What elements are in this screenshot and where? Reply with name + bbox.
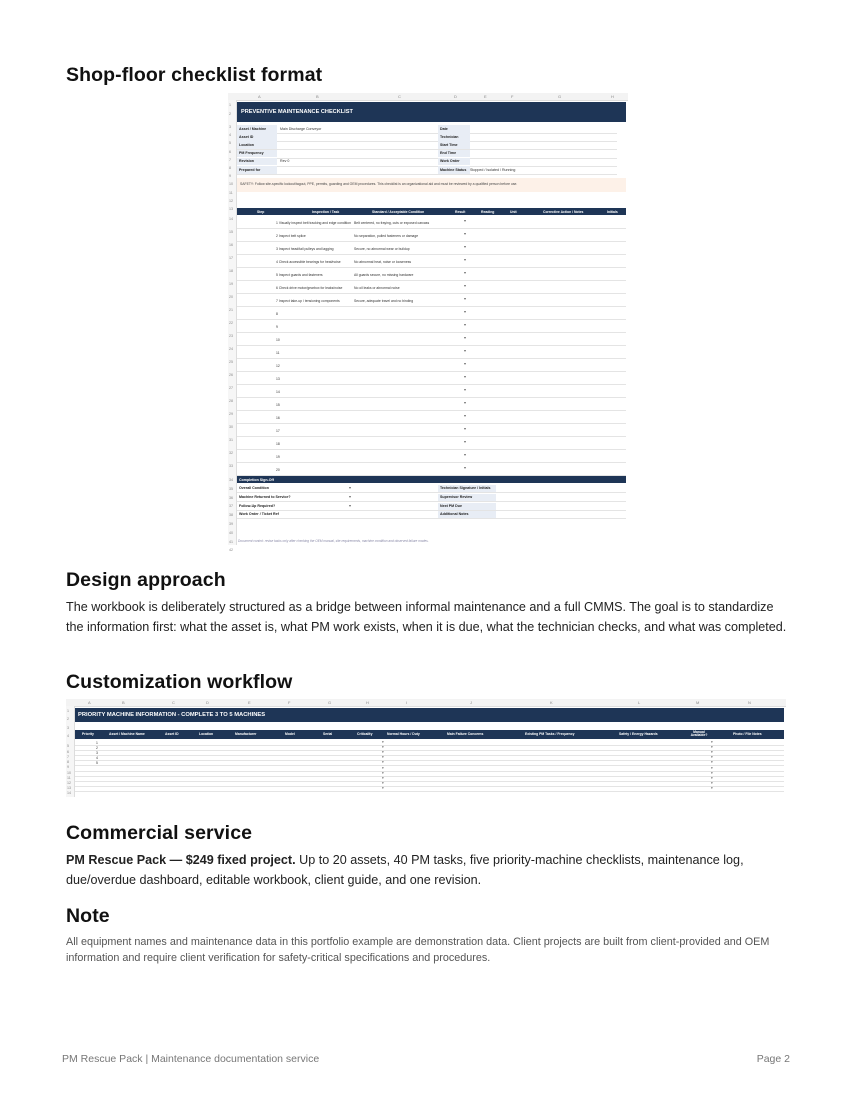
- field-label: Machine Status: [440, 167, 467, 172]
- result-dropdown-icon: ▾: [464, 322, 467, 327]
- row-number: 21: [229, 308, 233, 312]
- signoff-divider: [237, 518, 626, 519]
- priority-row-divider: [75, 765, 784, 766]
- column-letter: F: [288, 700, 291, 705]
- priority-row-divider: [75, 791, 784, 792]
- row-divider: [237, 358, 626, 359]
- priority-header-label: Manufacturer: [235, 732, 257, 736]
- document-control-note: Document control: revise tasks only after checking the OEM manual, site requirements, machine condition and observed failure modes.: [238, 539, 429, 543]
- signoff-divider: [237, 501, 626, 502]
- task-standard: Secure, adequate travel and no binding: [354, 299, 414, 303]
- result-dropdown-icon: ▾: [464, 257, 467, 262]
- column-letter: E: [248, 700, 251, 705]
- row-number: 5: [67, 744, 69, 748]
- result-dropdown-icon: ▾: [464, 309, 467, 314]
- row-number: 41: [229, 539, 233, 544]
- task-label: 17: [276, 429, 280, 433]
- column-letter: G: [558, 94, 562, 99]
- priority-header-label: Photo / File Notes: [733, 732, 762, 736]
- task-label: 11: [276, 351, 280, 355]
- design-heading: Design approach: [66, 569, 226, 591]
- row-number: 27: [229, 386, 233, 390]
- row-number: 39: [229, 522, 233, 526]
- design-paragraph: The workbook is deliberately structured as a bridge between informal maintenance and a full CMMS. The goal is to standardize the information first: what the asset is, what PM work exists, when it is due, what the technician checks, and what was completed.: [66, 600, 787, 634]
- row-number: 33: [229, 464, 233, 468]
- row-number: 1: [229, 103, 231, 107]
- row-number: 5: [229, 141, 231, 146]
- commercial-paragraph: [66, 851, 788, 890]
- row-number: 40: [229, 530, 233, 535]
- field-label: Revision: [239, 159, 254, 164]
- row-number: 18: [229, 269, 233, 273]
- task-label: 3 Inspect head/tail pulleys and lagging: [276, 247, 334, 251]
- result-dropdown-icon: ▾: [464, 439, 467, 444]
- field-divider: [237, 166, 617, 167]
- task-label: 15: [276, 403, 280, 407]
- task-standard: No abnormal heat, noise or looseness: [354, 260, 412, 264]
- column-letter: F: [511, 94, 514, 99]
- result-dropdown-icon: ▾: [464, 426, 467, 431]
- row-number: 28: [229, 399, 233, 403]
- criticality-dropdown-icon: ▾: [382, 750, 384, 755]
- row-number: 10: [67, 771, 71, 775]
- priority-header-label: Existing PM Tasks / Frequency: [525, 732, 575, 736]
- row-divider: [237, 267, 626, 268]
- row-number: 2: [67, 717, 69, 721]
- field-divider: [237, 141, 617, 142]
- table-header-label: Reading: [481, 209, 495, 214]
- criticality-dropdown-icon: ▾: [382, 785, 384, 790]
- row-number: 9: [229, 174, 231, 179]
- column-letter: G: [328, 700, 332, 705]
- field-label: Start Time: [440, 142, 458, 147]
- priority-number: 4: [96, 755, 98, 760]
- column-letter: I: [406, 700, 408, 705]
- row-divider: [237, 306, 626, 307]
- row-number: 13: [229, 207, 233, 211]
- row-number: 35: [229, 486, 233, 491]
- row-number: 8: [67, 760, 69, 764]
- criticality-dropdown-icon: ▾: [382, 740, 384, 744]
- column-letter: N: [748, 700, 751, 705]
- row-number: 11: [229, 190, 233, 195]
- column-letter: D: [206, 700, 209, 705]
- task-label: 14: [276, 390, 280, 394]
- column-letter: C: [172, 700, 175, 705]
- priority-title-band: [75, 708, 784, 722]
- safety-notice: [237, 178, 626, 192]
- row-header-column: [228, 100, 237, 553]
- table-header-label: Initials: [607, 209, 618, 214]
- offer-details: Up to 20 assets, 40 PM tasks, five priority-machine checklists, maintenance log, due/overdue dashboard, editable workbook, client guide, and one revision.: [66, 853, 744, 887]
- row-divider: [237, 345, 626, 346]
- footer-left: PM Rescue Pack | Maintenance documentation service: [62, 1053, 320, 1065]
- priority-header-label: Manual Available?: [690, 729, 708, 738]
- field-label: Asset / Machine: [239, 126, 267, 131]
- column-letter: B: [316, 94, 319, 99]
- task-label: 1 Visually inspect belt tracking and edge condition: [276, 221, 351, 225]
- task-label: 13: [276, 377, 280, 381]
- priority-header-label: Asset ID: [165, 732, 179, 736]
- result-dropdown-icon: ▾: [464, 348, 467, 353]
- checklist-title: PREVENTIVE MAINTENANCE CHECKLIST: [241, 109, 353, 115]
- task-standard: All guards secure, no missing hardware: [354, 273, 414, 277]
- row-number: 3: [229, 125, 231, 129]
- signoff-label: Follow-Up Required?: [239, 503, 276, 508]
- task-label: 8: [276, 312, 278, 316]
- task-label: 9: [276, 325, 278, 329]
- row-divider: [237, 254, 626, 255]
- row-number: 4: [67, 734, 69, 738]
- column-letter: L: [638, 700, 641, 705]
- row-number: 11: [67, 776, 71, 780]
- criticality-dropdown-icon: ▾: [382, 770, 384, 775]
- manual-dropdown-icon: ▾: [711, 765, 713, 770]
- signoff-label: Work Order / Ticket Ref: [239, 512, 279, 517]
- row-number: 13: [67, 786, 71, 790]
- task-label: 7 Inspect take-up / tensioning components: [276, 299, 340, 303]
- commercial-heading: Commercial service: [66, 822, 253, 844]
- row-number: 14: [229, 217, 233, 221]
- priority-row-divider: [75, 771, 784, 772]
- row-number: 10: [229, 182, 233, 187]
- table-header-label: Unit: [510, 209, 517, 214]
- row-number: 3: [67, 726, 69, 730]
- priority-header-label: Criticality: [357, 732, 373, 736]
- priority-header-label: Location: [199, 732, 214, 736]
- row-number: 30: [229, 425, 233, 429]
- manual-dropdown-icon: ▾: [711, 770, 713, 775]
- row-divider: [237, 462, 626, 463]
- priority-header-label: Asset / Machine Name: [109, 732, 145, 736]
- signoff-dropdown-icon: ▾: [349, 485, 352, 490]
- priority-row-header-column: [66, 706, 75, 797]
- task-table-header: [237, 208, 626, 215]
- note-paragraph: All equipment names and maintenance data in this portfolio example are demonstration data. Client projects are built from client-provided and OEM information and require client verification for safety-critical specifications and procedures.: [66, 936, 770, 964]
- task-label: 20: [276, 468, 280, 472]
- row-number: 2: [229, 112, 231, 116]
- criticality-dropdown-icon: ▾: [382, 765, 384, 770]
- manual-dropdown-icon: ▾: [711, 780, 713, 785]
- table-header-label: Inspection / Task: [312, 209, 340, 214]
- priority-row-divider: [75, 760, 784, 761]
- row-divider: [237, 384, 626, 385]
- priority-number: 5: [96, 760, 98, 765]
- priority-column-header-row: [66, 699, 786, 707]
- result-dropdown-icon: ▾: [464, 218, 467, 223]
- signoff-divider: [237, 492, 626, 493]
- field-label: Technician: [440, 134, 459, 139]
- column-letter: D: [454, 94, 457, 99]
- priority-row-divider: [75, 755, 784, 756]
- criticality-dropdown-icon: ▾: [382, 760, 384, 765]
- column-letter: M: [696, 700, 700, 705]
- signoff-label: Additional Notes: [440, 512, 469, 517]
- row-number: 32: [229, 451, 233, 455]
- column-letter: C: [398, 94, 401, 99]
- manual-dropdown-icon: ▾: [711, 745, 713, 750]
- row-number: 4: [229, 133, 231, 138]
- row-number: 14: [67, 791, 71, 795]
- checklist-sheet-image: [228, 93, 628, 553]
- row-number: 12: [67, 781, 71, 785]
- field-divider: [237, 149, 617, 150]
- result-dropdown-icon: ▾: [464, 387, 467, 392]
- row-number: 20: [229, 295, 233, 299]
- signoff-divider: [237, 510, 626, 511]
- row-divider: [237, 371, 626, 372]
- priority-header-label: Normal Hours / Duty: [387, 732, 420, 736]
- manual-dropdown-icon: ▾: [711, 785, 713, 790]
- row-divider: [237, 228, 626, 229]
- row-number: 22: [229, 321, 233, 325]
- task-label: 18: [276, 442, 280, 446]
- result-dropdown-icon: ▾: [464, 270, 467, 275]
- result-dropdown-icon: ▾: [464, 231, 467, 236]
- criticality-dropdown-icon: ▾: [382, 775, 384, 780]
- row-number: 16: [229, 243, 233, 247]
- result-dropdown-icon: ▾: [464, 335, 467, 340]
- field-label: Location: [239, 142, 254, 147]
- field-value: Rev 0: [280, 159, 290, 164]
- note-heading: Note: [66, 905, 110, 927]
- criticality-dropdown-icon: ▾: [382, 780, 384, 785]
- row-divider: [237, 319, 626, 320]
- priority-table-header: [75, 730, 784, 739]
- row-divider: [237, 241, 626, 242]
- signoff-label: Technician Signature / Initials: [440, 486, 491, 490]
- signoff-label: Machine Returned to Service?: [239, 494, 291, 499]
- safety-text: SAFETY: Follow site-specific lockout/tagout, PPE, permits, guarding and OEM procedures. This checklist is an organizational aid and must be reviewed by a qualified person before use.: [240, 182, 518, 186]
- result-dropdown-icon: ▾: [464, 400, 467, 405]
- row-number: 9: [67, 765, 69, 769]
- criticality-dropdown-icon: ▾: [382, 755, 384, 760]
- task-label: 19: [276, 455, 280, 459]
- checklist-title-band: [237, 102, 626, 122]
- field-divider: [237, 133, 617, 134]
- task-label: 10: [276, 338, 280, 342]
- row-number: 8: [229, 166, 231, 170]
- result-dropdown-icon: ▾: [464, 374, 467, 379]
- customization-heading: Customization workflow: [66, 671, 293, 693]
- result-dropdown-icon: ▾: [464, 296, 467, 301]
- field-label: Date: [440, 126, 448, 131]
- priority-header-label: Model: [285, 732, 295, 736]
- column-letter: J: [470, 700, 472, 705]
- column-header-row: [228, 93, 628, 101]
- column-letter: H: [611, 94, 614, 99]
- field-value: Main Discharge Conveyor: [280, 126, 322, 131]
- column-letter: K: [550, 700, 553, 705]
- manual-dropdown-icon: ▾: [711, 750, 713, 755]
- task-standard: Secure, no abnormal wear or buildup: [354, 247, 410, 251]
- priority-header-label: Main Failure Concerns: [447, 732, 484, 736]
- manual-dropdown-icon: ▾: [711, 740, 713, 744]
- criticality-dropdown-icon: ▾: [382, 745, 384, 750]
- priority-row-divider: [75, 776, 784, 777]
- row-number: 31: [229, 438, 233, 442]
- priority-number: 3: [96, 750, 98, 755]
- row-number: 19: [229, 282, 233, 286]
- signoff-band: [237, 476, 626, 483]
- task-standard: No separation, pulled fasteners or damage: [354, 234, 419, 238]
- result-dropdown-icon: ▾: [464, 465, 467, 470]
- row-number: 29: [229, 412, 233, 416]
- field-divider: [237, 158, 617, 159]
- task-label: 12: [276, 364, 280, 368]
- result-dropdown-icon: ▾: [464, 452, 467, 457]
- row-divider: [237, 280, 626, 281]
- column-letter: A: [88, 700, 91, 705]
- row-number: 17: [229, 256, 233, 260]
- manual-dropdown-icon: ▾: [711, 775, 713, 780]
- page-number: Page 2: [756, 1053, 790, 1065]
- task-label: 16: [276, 416, 280, 420]
- result-dropdown-icon: ▾: [464, 283, 467, 288]
- row-number: 36: [229, 495, 233, 500]
- priority-title: PRIORITY MACHINE INFORMATION - COMPLETE 3 TO 5 MACHINES: [78, 712, 266, 718]
- priority-header-label: Priority: [82, 732, 94, 736]
- table-header-label: Standard / Acceptable Condition: [372, 209, 425, 214]
- table-header-label: Step: [257, 209, 265, 214]
- row-divider: [237, 410, 626, 411]
- priority-number: 2: [96, 745, 98, 750]
- table-header-label: Result: [455, 209, 466, 214]
- signoff-title: Completion Sign-Off: [239, 477, 274, 482]
- field-label: PM Frequency: [239, 151, 264, 156]
- row-number: 34: [229, 478, 233, 482]
- priority-row-divider: [75, 745, 784, 746]
- offer-title: PM Rescue Pack — $249 fixed project.: [66, 853, 296, 867]
- shopfloor-heading: Shop-floor checklist format: [66, 64, 323, 86]
- field-divider: [237, 174, 617, 175]
- row-number: 23: [229, 334, 233, 338]
- signoff-label: Next PM Due: [440, 503, 462, 508]
- task-label: 2 Inspect belt splice: [276, 234, 306, 238]
- priority-row-divider: [75, 750, 784, 751]
- priority-row-divider: [75, 786, 784, 787]
- row-number: 7: [229, 157, 231, 162]
- row-divider: [237, 436, 626, 437]
- column-letter: B: [122, 700, 125, 705]
- row-number: 12: [229, 198, 233, 203]
- row-number: 15: [229, 230, 233, 234]
- field-label: Asset ID: [239, 134, 254, 139]
- field-label: End Time: [440, 151, 457, 156]
- field-label: Prepared for: [239, 167, 261, 172]
- task-label: 4 Check accessible bearings for heat/noise: [276, 260, 341, 264]
- priority-number: 1: [96, 740, 98, 745]
- priority-header-label: Safety / Energy Hazards: [619, 732, 658, 736]
- signoff-dropdown-icon: ▾: [349, 502, 352, 508]
- task-standard: Belt centered, no fraying, cuts or exposed carcass: [354, 221, 430, 225]
- field-label: Work Order: [440, 159, 460, 164]
- column-letter: E: [484, 94, 487, 99]
- row-number: 6: [67, 750, 69, 754]
- manual-dropdown-icon: ▾: [711, 760, 713, 765]
- priority-header-label: Serial: [323, 732, 333, 736]
- row-divider: [237, 449, 626, 450]
- priority-sheet-image: [66, 699, 786, 797]
- row-number: 42: [229, 548, 233, 553]
- result-dropdown-icon: ▾: [464, 361, 467, 366]
- manual-dropdown-icon: ▾: [711, 755, 713, 760]
- row-number: 38: [229, 513, 233, 518]
- signoff-dropdown-icon: ▾: [349, 493, 352, 499]
- row-divider: [237, 332, 626, 333]
- priority-row-divider: [75, 781, 784, 782]
- column-letter: H: [366, 700, 369, 705]
- signoff-label: Overall Condition: [239, 486, 269, 490]
- column-letter: A: [258, 94, 261, 99]
- row-number: 24: [229, 347, 233, 351]
- signoff-label: Supervisor Review: [440, 494, 473, 499]
- task-standard: No oil leaks or abnormal noise: [354, 286, 400, 290]
- row-divider: [237, 293, 626, 294]
- table-header-label: Corrective Action / Notes: [543, 209, 584, 214]
- row-number: 6: [229, 149, 231, 154]
- task-label: 5 Inspect guards and fasteners: [276, 273, 323, 277]
- row-number: 7: [67, 755, 69, 759]
- row-number: 25: [229, 360, 233, 364]
- row-divider: [237, 397, 626, 398]
- row-divider: [237, 423, 626, 424]
- result-dropdown-icon: ▾: [464, 244, 467, 249]
- field-value: Stopped / Isolated / Running: [470, 167, 516, 172]
- row-number: 1: [67, 709, 69, 713]
- row-number: 37: [229, 504, 233, 509]
- row-number: 26: [229, 373, 233, 377]
- task-label: 6 Check drive motor/gearbox for leaks/noise: [276, 286, 343, 290]
- result-dropdown-icon: ▾: [464, 413, 467, 418]
